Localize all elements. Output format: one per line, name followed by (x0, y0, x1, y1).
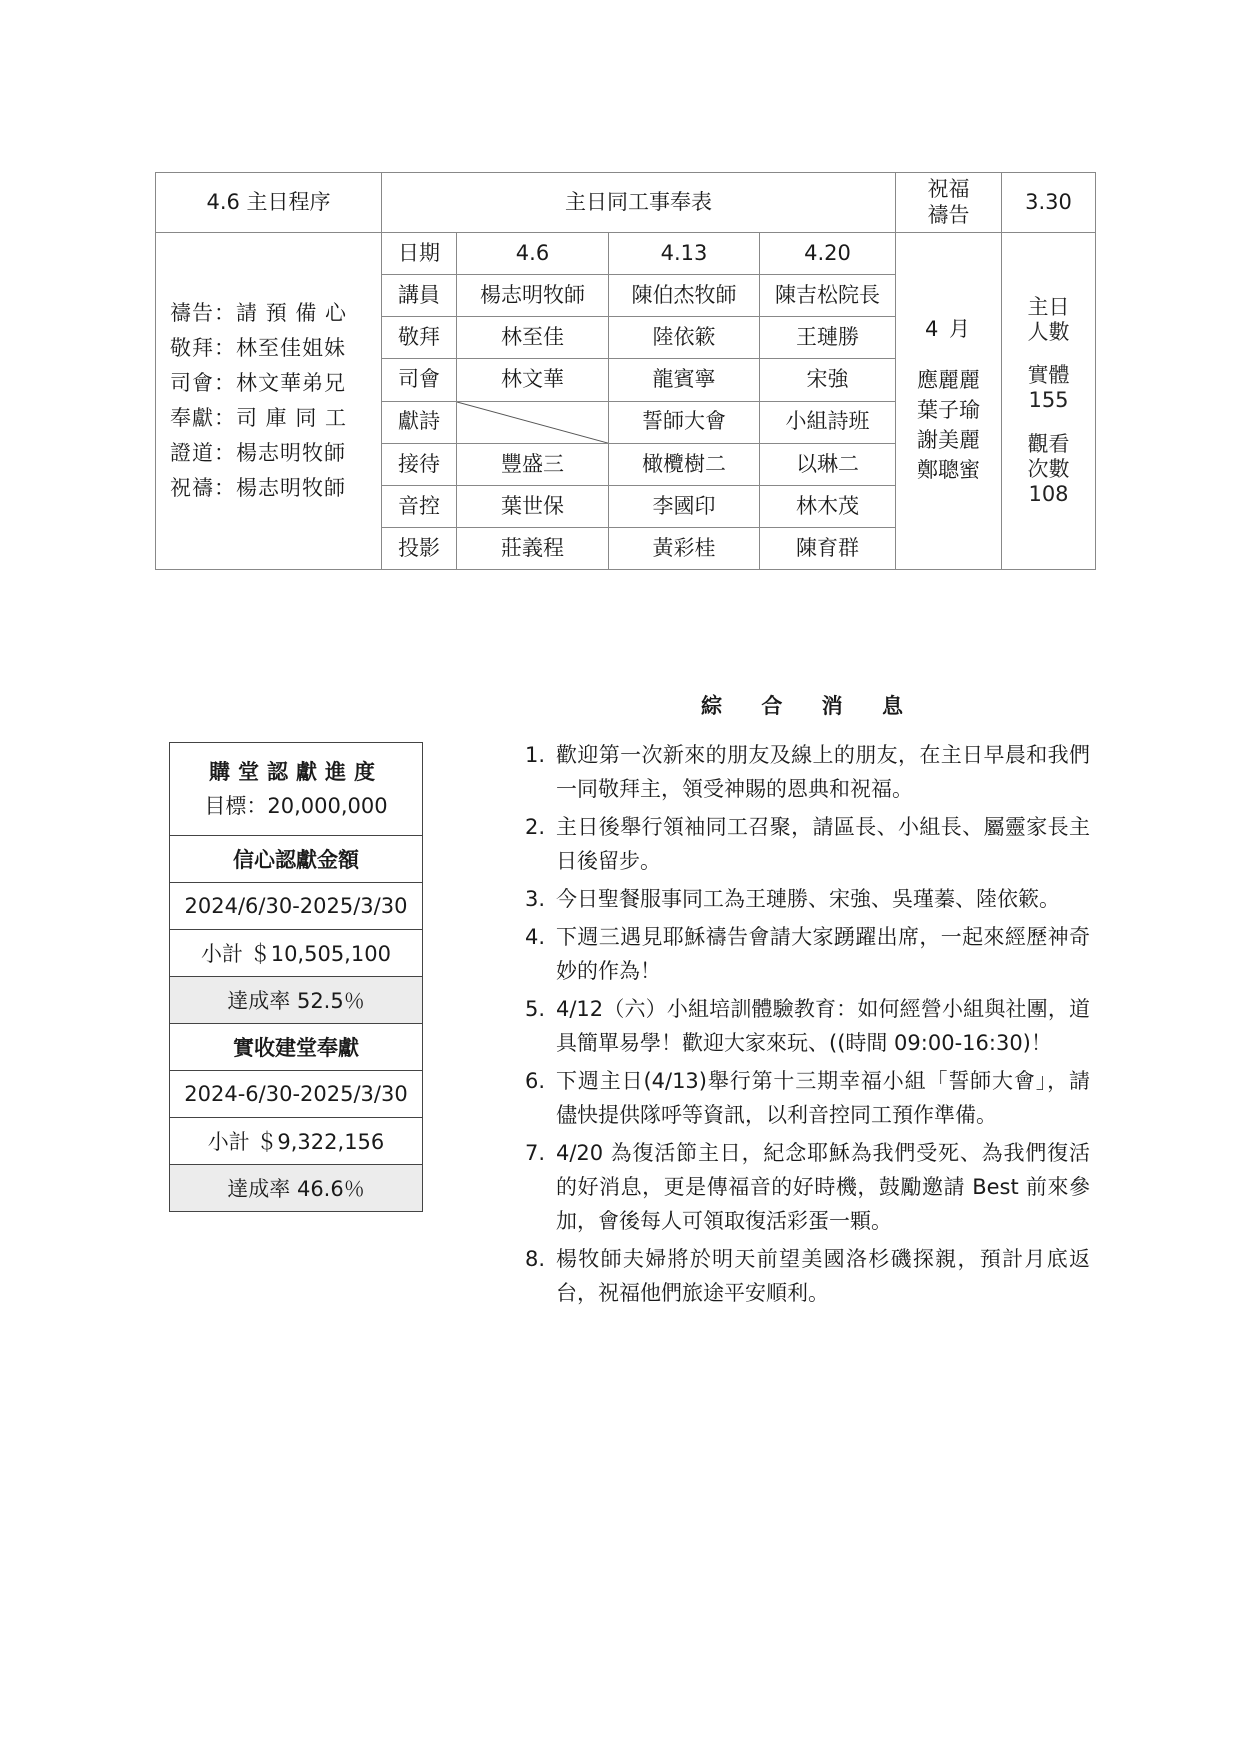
order-title: 4.6 主日程序 (156, 173, 382, 233)
news-text: 歡迎第一次新來的朋友及線上的朋友，在主日早晨和我們一同敬拜主，領受神賜的恩典和祝福。 (556, 743, 1090, 801)
duty-cell: 莊義程 (457, 527, 609, 569)
physical-label: 實體 (1027, 363, 1070, 388)
date-label: 日期 (382, 233, 457, 275)
news-text: 今日聖餐服事同工為王璉勝、宋強、吳瑾蓁、陸依簌。 (556, 887, 1060, 911)
blessing-list (896, 233, 1002, 570)
duty-cell: 王璉勝 (760, 317, 896, 359)
pledge-heading: 信心認獻金額 (170, 836, 423, 883)
blessing-month: 4 月 (924, 317, 973, 342)
duty-cell: 葉世保 (457, 485, 609, 527)
duty-cell: 橄欖樹二 (609, 443, 760, 485)
news-text: 4/20 為復活節主日，紀念耶穌為我們受死、為我們復活的好消息，更是傳福音的好時機，鼓勵邀請 Best 前來參加，會後每人可領取復活彩蛋一顆。 (556, 1141, 1090, 1233)
news-number: 1. (525, 743, 546, 767)
service-table (155, 172, 1096, 570)
news-item (520, 1064, 1090, 1132)
attendance-label: 主日 (1027, 294, 1070, 319)
actual-heading: 實收建堂奉獻 (170, 1024, 423, 1071)
blessing-title (896, 173, 1002, 233)
role-label: 敬拜 (382, 317, 457, 359)
news-item (520, 992, 1090, 1060)
actual-subtotal: 小計 ＄9,322,156 (170, 1118, 423, 1165)
physical-value: 155 (1028, 388, 1069, 413)
news-list (520, 738, 1090, 1314)
blessing-name: 鄭聰蜜 (917, 457, 980, 482)
role-label: 獻詩 (382, 401, 457, 443)
building-fund-box (169, 742, 423, 1212)
news-number: 7. (525, 1141, 546, 1165)
news-number: 5. (525, 997, 546, 1021)
role-label: 接待 (382, 443, 457, 485)
order-item: 奉獻：司 庫 同 工 (170, 406, 348, 431)
duty-cell: 宋強 (760, 359, 896, 401)
actual-period: 2024-6/30-2025/3/30 (170, 1071, 423, 1118)
role-label: 司會 (382, 359, 457, 401)
fund-title: 購堂認獻進度 (209, 760, 383, 784)
news-text: 4/12（六）小組培訓體驗教育：如何經營小組與社團，道具簡單易學！歡迎大家來玩、((時間 09:00-16:30)！ (556, 997, 1090, 1055)
duty-cell: 龍賓寧 (609, 359, 760, 401)
role-label: 講員 (382, 275, 457, 317)
duty-cell: 林木茂 (760, 485, 896, 527)
news-number: 4. (525, 925, 546, 949)
duty-cell: 陳吉松院長 (760, 275, 896, 317)
actual-rate: 達成率 46.6％ (170, 1165, 423, 1212)
date-cell: 4.20 (760, 233, 896, 275)
pledge-period: 2024/6/30-2025/3/30 (170, 883, 423, 930)
duty-cell: 陳育群 (760, 527, 896, 569)
news-item (520, 1242, 1090, 1310)
role-label: 投影 (382, 527, 457, 569)
fund-title-cell (170, 743, 423, 836)
order-item: 禱告：請 預 備 心 (170, 301, 348, 326)
duty-cell: 林文華 (457, 359, 609, 401)
pledge-rate: 達成率 52.5％ (170, 977, 423, 1024)
online-label: 觀看 (1027, 431, 1070, 456)
role-label: 音控 (382, 485, 457, 527)
duty-cell: 李國印 (609, 485, 760, 527)
attendance-label: 人數 (1027, 320, 1070, 345)
blessing-name: 應麗麗 (917, 367, 980, 392)
news-item (520, 882, 1090, 916)
news-item (520, 920, 1090, 988)
date-cell: 4.13 (609, 233, 760, 275)
diagonal-line (457, 402, 608, 443)
attendance (1002, 233, 1096, 570)
order-item: 祝禱：楊志明牧師 (170, 476, 346, 501)
blessing-title-line: 禱告 (927, 202, 970, 227)
empty-slash-cell (457, 401, 609, 443)
news-number: 3. (525, 887, 546, 911)
date-cell: 4.6 (457, 233, 609, 275)
duty-cell: 楊志明牧師 (457, 275, 609, 317)
news-item (520, 1136, 1090, 1238)
order-item: 證道：楊志明牧師 (170, 441, 346, 466)
blessing-date: 3.30 (1002, 173, 1096, 233)
online-label: 次數 (1027, 456, 1070, 481)
order-item: 司會：林文華弟兄 (170, 371, 346, 396)
pledge-subtotal: 小計 ＄10,505,100 (170, 930, 423, 977)
news-number: 6. (525, 1069, 546, 1093)
duty-title: 主日同工事奉表 (382, 173, 896, 233)
duty-cell: 小組詩班 (760, 401, 896, 443)
news-heading: 綜 合 消 息 (701, 694, 919, 718)
order-of-service (156, 233, 382, 570)
news-text: 下週主日(4/13)舉行第十三期幸福小組「誓師大會」，請儘快提供隊呼等資訊，以利音控同工預作準備。 (556, 1069, 1090, 1127)
duty-cell: 豐盛三 (457, 443, 609, 485)
blessing-name: 謝美麗 (917, 427, 980, 452)
online-value: 108 (1028, 482, 1069, 507)
news-text: 下週三遇見耶穌禱告會請大家踴躍出席，一起來經歷神奇妙的作為！ (556, 925, 1090, 983)
news-number: 8. (525, 1247, 546, 1271)
blessing-title-line: 祝福 (927, 177, 970, 202)
duty-cell: 以琳二 (760, 443, 896, 485)
duty-cell: 陳伯杰牧師 (609, 275, 760, 317)
news-item (520, 738, 1090, 806)
duty-cell: 黃彩桂 (609, 527, 760, 569)
order-item: 敬拜：林至佳姐妹 (170, 336, 346, 361)
news-number: 2. (525, 815, 546, 839)
news-item (520, 810, 1090, 878)
blessing-name: 葉子瑜 (917, 397, 980, 422)
duty-cell: 陸依簌 (609, 317, 760, 359)
news-text: 主日後舉行領袖同工召聚，請區長、小組長、屬靈家長主日後留步。 (556, 815, 1090, 873)
duty-cell: 誓師大會 (609, 401, 760, 443)
news-text: 楊牧師夫婦將於明天前望美國洛杉磯探親，預計月底返台，祝福他們旅途平安順利。 (556, 1247, 1090, 1305)
duty-cell: 林至佳 (457, 317, 609, 359)
fund-goal: 目標：20,000,000 (204, 794, 388, 818)
